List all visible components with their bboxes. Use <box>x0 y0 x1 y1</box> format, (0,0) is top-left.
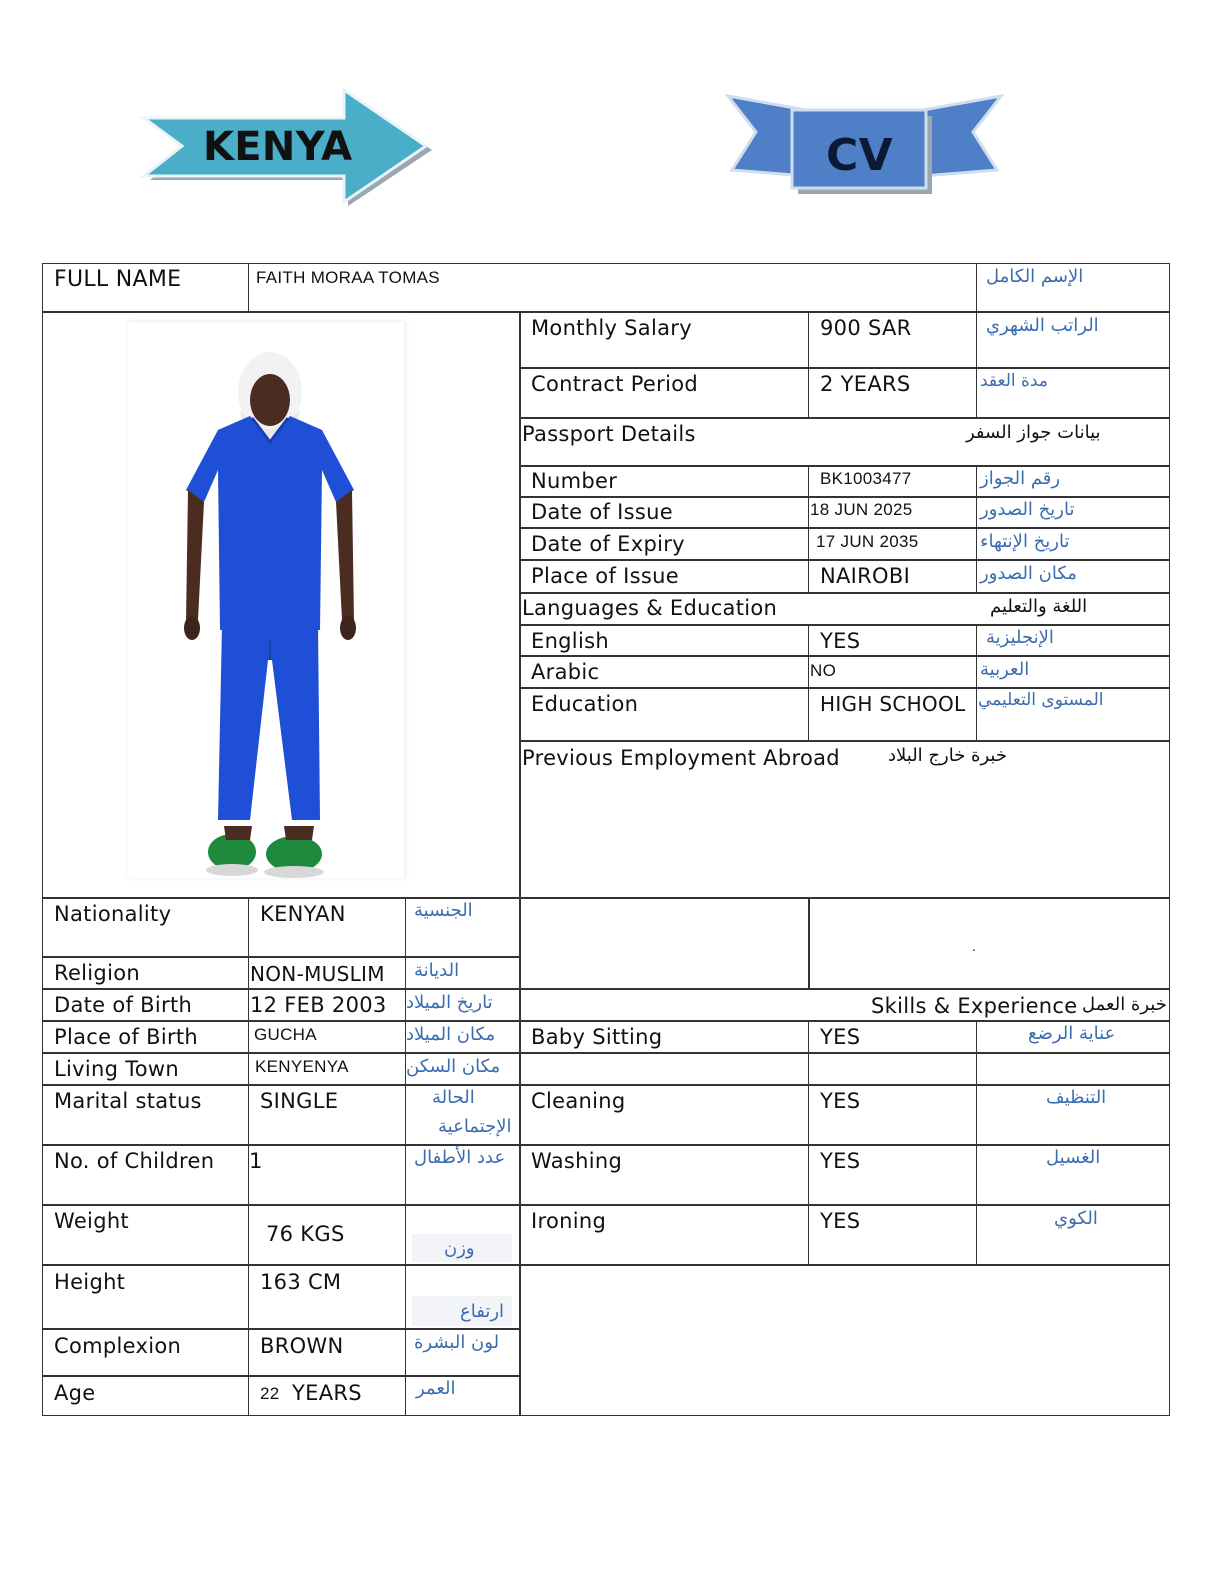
living-town-value: KENYENYA <box>255 1057 349 1076</box>
marital-ar-line2: الإجتماعية <box>438 1116 512 1137</box>
arabic-value: NO <box>810 661 837 680</box>
arabic-ar: العربية <box>980 659 1030 680</box>
ironing-value: YES <box>820 1209 861 1233</box>
passport-title-ar: بيانات جواز السفر <box>966 422 1101 443</box>
living-town-ar: مكان السكن <box>406 1056 501 1077</box>
cleaning-ar: التنظيف <box>1046 1087 1107 1108</box>
passport-number-ar: رقم الجواز <box>980 468 1061 489</box>
period-ar: مدة العقد <box>980 371 1048 391</box>
employment-detail-right <box>808 897 1170 990</box>
ironing-ar: الكوي <box>1054 1208 1098 1229</box>
full-name-label: FULL NAME <box>54 267 182 292</box>
issue-date-value: 18 JUN 2025 <box>810 500 913 519</box>
age-label: Age <box>54 1381 96 1405</box>
issue-place-value: NAIROBI <box>820 564 911 588</box>
issue-date-label: Date of Issue <box>531 500 673 524</box>
religion-value: NON-MUSLIM <box>250 962 385 986</box>
marital-label: Marital status <box>54 1089 202 1113</box>
english-ar: الإنجليزية <box>986 627 1054 648</box>
complexion-value: BROWN <box>260 1334 344 1358</box>
height-value: 163 CM <box>260 1270 342 1294</box>
period-value: 2 YEARS <box>820 372 911 396</box>
dob-ar: تاريخ الميلاد <box>406 992 493 1013</box>
issue-place-ar: مكان الصدور <box>980 563 1077 584</box>
expiry-date-value: 17 JUN 2035 <box>816 532 919 551</box>
nationality-value: KENYAN <box>260 902 346 926</box>
height-ar: ارتفاع <box>460 1301 505 1322</box>
passport-title: Passport Details <box>522 422 696 446</box>
children-value: 1 <box>249 1149 263 1173</box>
marital-ar: الحالة <box>432 1087 475 1108</box>
salary-value: 900 SAR <box>820 316 912 340</box>
washing-ar: الغسيل <box>1046 1147 1101 1168</box>
salary-ar: الراتب الشهري <box>986 315 1099 336</box>
age-value-number: 22 <box>260 1384 280 1403</box>
full-name-value: FAITH MORAA TOMAS <box>256 268 440 287</box>
dob-label: Date of Birth <box>54 993 193 1017</box>
religion-ar: الديانة <box>414 960 460 981</box>
weight-label: Weight <box>54 1209 129 1233</box>
skills-footer-empty <box>519 1264 1170 1416</box>
cv-banner-label: CV <box>826 130 893 181</box>
nationality-ar: الجنسية <box>414 900 473 921</box>
washing-value: YES <box>820 1149 861 1173</box>
employment-detail-left <box>519 897 810 990</box>
washing-label: Washing <box>531 1149 623 1173</box>
expiry-date-ar: تاريخ الإنتهاء <box>980 531 1070 552</box>
baby-sitting-value: YES <box>820 1025 861 1049</box>
cleaning-value: YES <box>820 1089 861 1113</box>
ironing-label: Ironing <box>531 1209 607 1233</box>
marital-value: SINGLE <box>260 1089 339 1113</box>
salary-label: Monthly Salary <box>531 316 692 340</box>
weight-value: 76 KGS <box>266 1222 345 1246</box>
pob-ar: مكان الميلاد <box>406 1024 496 1045</box>
education-ar: المستوى التعليمي <box>978 690 1104 710</box>
baby-sitting-ar: عناية الرضع <box>1028 1023 1116 1044</box>
weight-ar: وزن <box>444 1238 475 1259</box>
passport-number-value: BK1003477 <box>820 469 912 488</box>
employment-dot: . <box>972 940 977 954</box>
pob-label: Place of Birth <box>54 1025 199 1049</box>
education-value: HIGH SCHOOL <box>820 692 966 716</box>
personal-value-cell <box>248 1144 406 1206</box>
height-label: Height <box>54 1270 126 1294</box>
english-label: English <box>531 629 609 653</box>
dob-value: 12 FEB 2003 <box>250 993 387 1017</box>
employment-title-ar: خبرة خارج البلاد <box>888 745 1007 766</box>
complexion-ar: لون البشرة <box>414 1332 500 1353</box>
complexion-label: Complexion <box>54 1334 182 1358</box>
languages-title: Languages & Education <box>522 596 778 620</box>
candidate-photo <box>170 330 370 880</box>
arabic-label: Arabic <box>531 660 600 684</box>
children-ar: عدد الأطفال <box>414 1147 506 1168</box>
languages-title-ar: اللغة والتعليم <box>990 596 1088 617</box>
period-label: Contract Period <box>531 372 698 396</box>
passport-number-label: Number <box>531 469 618 493</box>
expiry-date-label: Date of Expiry <box>531 532 685 556</box>
living-town-label: Living Town <box>54 1057 180 1081</box>
age-ar: العمر <box>416 1378 456 1399</box>
skills-title-ar: خبرة العمل <box>1082 994 1167 1015</box>
education-label: Education <box>531 692 639 716</box>
pob-value: GUCHA <box>254 1025 317 1044</box>
english-value: YES <box>820 629 861 653</box>
employment-title: Previous Employment Abroad <box>522 746 840 770</box>
children-label: No. of Children <box>54 1149 215 1173</box>
issue-date-ar: تاريخ الصدور <box>980 499 1075 520</box>
skill-value-cell <box>808 1052 977 1086</box>
skills-title: Skills & Experience <box>871 994 1078 1018</box>
kenya-banner-label: KENYA <box>203 124 353 170</box>
age-value-unit: YEARS <box>292 1381 362 1405</box>
issue-place-label: Place of Issue <box>531 564 679 588</box>
religion-label: Religion <box>54 961 140 985</box>
cleaning-label: Cleaning <box>531 1089 626 1113</box>
full-name-ar: الإسم الكامل <box>986 266 1084 287</box>
nationality-label: Nationality <box>54 902 172 926</box>
baby-sitting-label: Baby Sitting <box>531 1025 663 1049</box>
